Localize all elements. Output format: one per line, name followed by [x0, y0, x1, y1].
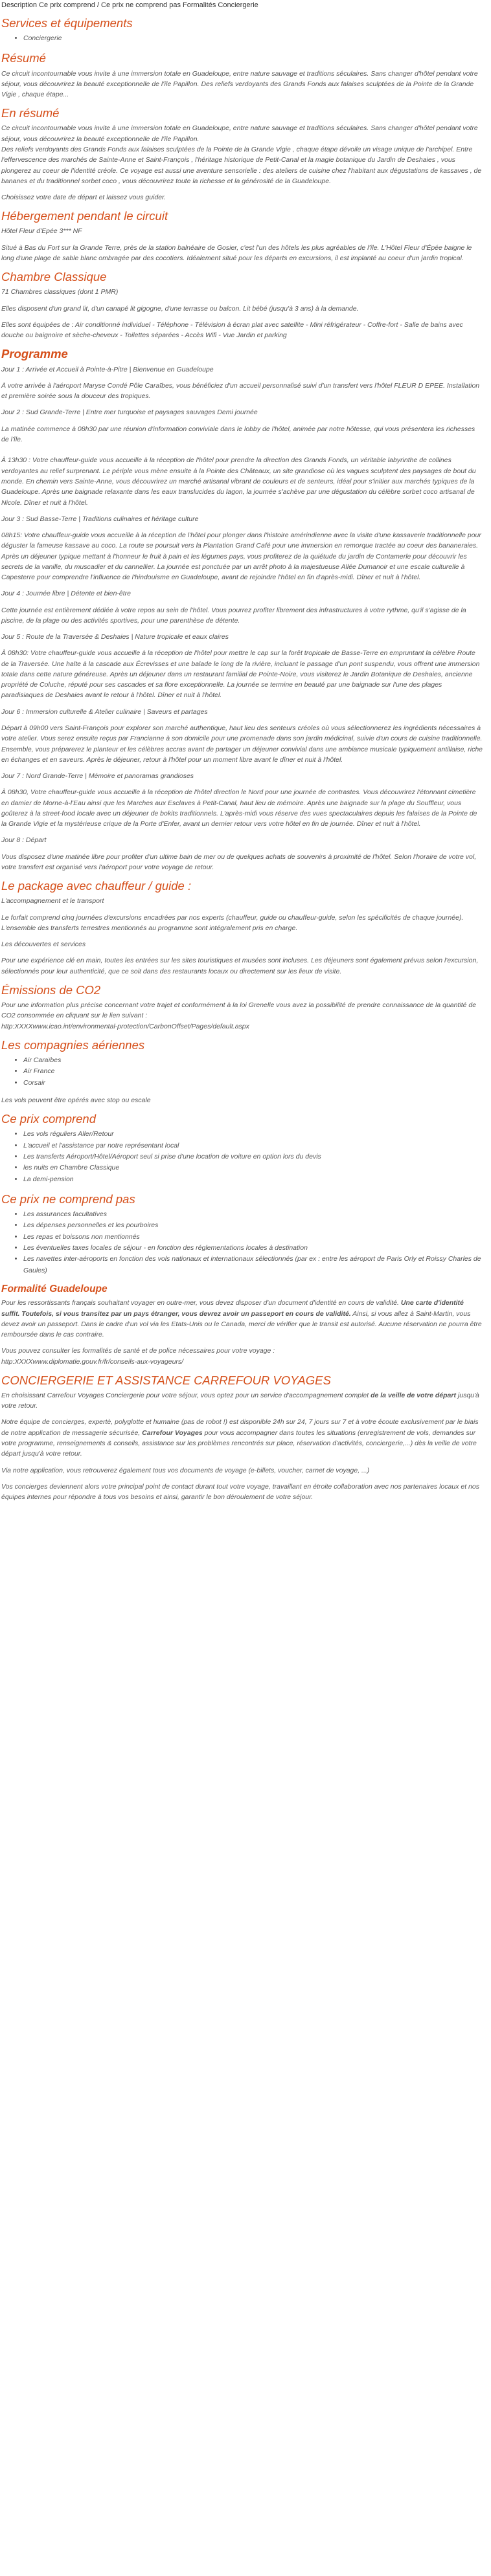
co2-title: Émissions de CO2	[1, 983, 101, 997]
day-text: À 08h30: Votre chauffeur-guide vous accueille à la réception de l'hôtel pour mettre le cap sur la forêt tropicale de Basse-Terre en empruntant la célèbre Route de la Traversée. Une halte à la cascade aux Écrevisses et une balade le long de la rivière, incluant le passage d'un pont suspendu, vous offrent une immersion totale dans cette nature généreuse. Après un déjeuner dans un restaurant familial de Pointe-Noire, vous visiterez le Jardin Botanique de Deshaies, ancienne propriété de Coluche, réputé pour ses cascades et sa flore exceptionnelle. La journée se termine en beauté par une baignade sur l'une des plages paradisiaques de Deshaies avant le retour à l'hôtel. Dîner et nuit à l'hôtel.	[1, 649, 480, 700]
list-item: • Les transferts Aéroport/Hôtel/Aéroport seul si prise d'une location de voiture en option lors du devis	[23, 1151, 483, 1162]
chambre-paragraph: Elles sont équipées de : Air conditionné individuel - Téléphone - Télévision à écran plat avec satellite - Mini réfrigérateur - Coffre-fort - Salle de bains avec douche ou baignoire et sèche-cheveux - Toilettes séparées - Accès Wifi - Vue Jardin et parking	[1, 320, 463, 340]
excludes-list	[1, 1209, 483, 1276]
day-title: Jour 8 : Départ	[1, 836, 47, 845]
list-item: • Les navettes inter-aéroports en fonction des vols nationaux et internationaux sélectionnés (par ex : entre les aéroport de Paris Orly et Roissy Charles de Gaules)	[23, 1254, 483, 1276]
chambre-title: Chambre Classique	[1, 270, 107, 284]
package-paragraph: Pour une expérience clé en main, toutes les entrées sur les sites touristiques et musées sont incluses. Les déjeuners sont également prévus selon l'excursion, sélectionnés pour leur authenticité, que ce soit dans des restaurants locaux ou directement sur les lieux de visite.	[1, 957, 479, 975]
conciergerie-text: pour vous accompagner dans toutes les situations (enregistrement de vols, demandes sur votre programme, renseignements & conseils, assistance sur les problèmes rencontrés sur place, réservation d'activités, conciergerie,...) dès la veille de votre départ jusqu'à votre retour.	[1, 1428, 477, 1458]
package-title: Le package avec chauffeur / guide :	[1, 879, 192, 893]
list-item: • La demi-pension	[23, 1174, 483, 1185]
en-resume-paragraph: Des reliefs verdoyants des Grands Fonds aux falaises sculptées de la Pointe de la Grande Vigie , chaque étape dévoile un visage unique de l'archipel. Entre l'effervescence des marchés de Sainte-Anne et Saint-François , l'héritage historique de Petit-Canal et la magie botanique du Jardin de Deshaies , vous plongerez au coeur de l'identité créole. Ce voyage est aussi une aventure sensorielle : des ateliers de cuisine chez l'habitant aux dégustations de kassaves , de bananes et du traditionnel sorbet coco , vous découvrirez toute la richesse et la générosité de la Guadeloupe.	[1, 146, 482, 185]
airlines-title: Les compagnies aériennes	[1, 1038, 145, 1052]
day-2	[1, 407, 483, 507]
day-text: Vous disposez d'une matinée libre pour profiter d'un ultime bain de mer ou de quelques achats de souvenirs à proximité de l'hôtel. Selon l'horaire de votre vol, votre transfert est organisé vers l'aéroport pour votre voyage de retour.	[1, 852, 477, 871]
formalites-paragraph	[1, 1298, 483, 1340]
list-item: • Les repas et boissons non mentionnés	[23, 1232, 483, 1243]
conciergerie-paragraph: Vos concierges deviennent alors votre principal point de contact durant tout votre voyage, travaillant en étroite collaboration avec nos partenaires locaux et nos équipes internes pour répondre à tous vos besoins et ainsi, garantir le bon déroulement de votre séjour.	[1, 1482, 479, 1502]
formalites-emphasis: Une carte d'identité suffit. Toutefois, si vous transitez par un pays étranger, vous devrez avoir un passeport en cours de validité.	[1, 1299, 464, 1318]
day-title: Jour 1 : Arrivée et Accueil à Pointe-à-Pitre | Bienvenue en Guadeloupe	[1, 365, 214, 373]
chambre-subtitle: 71 Chambres classiques (dont 1 PMR)	[1, 288, 119, 296]
package-subheading: Les découvertes et services	[1, 940, 86, 949]
chambre-paragraph: Elles disposent d'un grand lit, d'un canapé lit gigogne, d'une terrasse ou balcon. Lit bébé (jusqu'à 3 ans) à la demande.	[1, 304, 359, 313]
co2-section	[1, 983, 483, 1032]
day-3	[1, 514, 483, 583]
list-item: • Air France	[23, 1066, 483, 1077]
formalites-paragraph: Vous pouvez consulter les formalités de santé et de police nécessaires pour votre voyage :	[1, 1347, 275, 1355]
day-5	[1, 632, 483, 701]
package-paragraph: Le forfait comprend cinq journées d'excursions encadrées par nos experts (chauffeur, guide ou chauffeur-guide, selon les spécificités de chaque journée). L'ensemble des transferts terrestres mentionnés au programme sont intégralement pris en charge.	[1, 913, 464, 932]
list-item: • Corsair	[23, 1078, 483, 1089]
conciergerie-emphasis: Carrefour Voyages	[142, 1428, 203, 1437]
conciergerie-text: En choisissant Carrefour Voyages Conciergerie pour votre séjour, vous optez pour un service d'accompagnement complet	[1, 1391, 371, 1399]
airlines-list	[1, 1055, 483, 1089]
list-item: • Les dépenses personnelles et les pourboires	[23, 1220, 483, 1231]
hotel-description: Situé à Bas du Fort sur la Grande Terre, près de la station balnéaire de Gosier, c'est l'un des hôtels les plus agréables de l'île. L'Hôtel Fleur d'Épée baigne le long d'une plage de sable blanc ombragée par des cocotiers. Idéalement situé pour les départs en excursions, il est implanté au coeur d'un jardin tropical.	[1, 243, 472, 262]
list-item: • les nuits en Chambre Classique	[23, 1162, 483, 1173]
list-item: • Conciergerie	[23, 33, 483, 44]
day-text: À votre arrivée à l'aéroport Maryse Condé Pôle Caraïbes, vous bénéficiez d'un accueil personnalisé suivi d'un transfert vers l'hôtel FLEUR D EPEE. Installation et première soirée sous la douceur des tropiques.	[1, 381, 480, 401]
hotel-name: Hôtel Fleur d'Epée 3*** NF	[1, 227, 82, 236]
en-resume-title: En résumé	[1, 106, 60, 120]
services-list	[1, 33, 483, 44]
includes-list	[1, 1129, 483, 1185]
conciergerie-paragraph: Via notre application, vous retrouverez également tous vos documents de voyage (e-billets, voucher, carnet de voyage, ...)	[1, 1466, 370, 1474]
day-title: Jour 7 : Nord Grande-Terre | Mémoire et panoramas grandioses	[1, 772, 194, 781]
day-text: À 08h30, Votre chauffeur-guide vous accueille à la réception de l'hôtel direction le Nord pour une journée de contrastes. Vous découvrirez l'étonnant cimetière en damier de Morne-à-l'Eau ainsi que les Marches aux Esclaves à Petit-Canal, haut lieu de mémoire. Après une baignade sur la plage du Souffleur, vous goûterez à la street-food locale avec un déjeuner de bokits traditionnels. L'après-midi vous réserve des vues spectaculaires depuis les falaises de la Pointe de la Grande Vigie et la mystérieuse crique de la Porte d'Enfer, avant un dernier retour vers votre hôtel en fin de journée. Dîner et nuit à l'hôtel.	[1, 788, 477, 828]
co2-text: Pour une information plus précise concernant votre trajet et conformément à la loi Grenelle vous avez la possibilité de prendre connaissance de la quantité de CO2 consommée en cliquant sur le lien suivant :	[1, 1001, 477, 1020]
day-6	[1, 707, 483, 765]
day-text: Cette journée est entièrement dédiée à votre repos au sein de l'hôtel. Vous pourrez profiter librement des infrastructures à votre rythme, qu'il s'agisse de la piscine, de la plage ou des activités sportives, pour une parenthèse de détente.	[1, 606, 466, 625]
day-7	[1, 771, 483, 829]
chambre-section	[1, 269, 483, 340]
includes-section	[1, 1111, 483, 1185]
breadcrumb: Description Ce prix comprend / Ce prix ne comprend pas Formalités Conciergerie	[1, 1, 258, 9]
day-title: Jour 6 : Immersion culturelle & Atelier culinaire | Saveurs et partages	[1, 707, 208, 716]
formalites-link[interactable]: http:XXXXwww.diplomatie.gouv.fr/fr/conseils-aux-voyageurs/	[1, 1357, 184, 1366]
formalites-title: Formalité Guadeloupe	[1, 1283, 108, 1294]
conciergerie-section	[1, 1373, 483, 1503]
programme-section	[1, 346, 483, 872]
formalites-section	[1, 1283, 483, 1367]
resume-section	[1, 50, 483, 100]
day-title: Jour 2 : Sud Grande-Terre | Entre mer turquoise et paysages sauvages Demi journée	[1, 408, 258, 417]
conciergerie-title: CONCIERGERIE ET ASSISTANCE CARREFOUR VOYAGES	[1, 1373, 331, 1387]
day-title: Jour 4 : Journée libre | Détente et bien-être	[1, 590, 131, 598]
airlines-note: Les vols peuvent être opérés avec stop ou escale	[1, 1096, 151, 1104]
excludes-title: Ce prix ne comprend pas	[1, 1192, 135, 1206]
services-title: Services et équipements	[1, 16, 133, 30]
day-title: Jour 5 : Route de la Traversée & Deshaies | Nature tropicale et eaux claires	[1, 633, 229, 641]
conciergerie-emphasis: de la veille de votre départ	[371, 1391, 456, 1399]
en-resume-section	[1, 105, 483, 203]
day-1	[1, 364, 483, 402]
conciergerie-text: jusqu'à votre retour.	[1, 1391, 479, 1410]
excludes-section	[1, 1192, 483, 1276]
list-item: • Les éventuelles taxes locales de séjour - en fonction des réglementations locales à destination	[23, 1243, 483, 1254]
resume-title: Résumé	[1, 51, 46, 65]
includes-title: Ce prix comprend	[1, 1112, 97, 1126]
co2-link[interactable]: http:XXXXwww.icao.int/environmental-protection/CarbonOffset/Pages/default.aspx	[1, 1022, 249, 1030]
list-item: • Les assurances facultatives	[23, 1209, 483, 1220]
airlines-section	[1, 1038, 483, 1105]
day-title: Jour 3 : Sud Basse-Terre | Traditions culinaires et héritage culture	[1, 515, 199, 523]
conciergerie-text: Notre équipe de concierges, expertè, polyglotte et humaine (pas de robot !) est disponible 24h sur 24, 7 jours sur 7 et à votre écoute exclusivement par le biais de notre application de messagerie sécurisée,	[1, 1418, 479, 1437]
package-subtitle: L'accompagnement et le transport	[1, 897, 104, 905]
services-section	[1, 16, 483, 44]
formalites-text: Ainsi, si vous allez à Saint-Martin, vous devez avoir un passeport. Dans le cadre d'un vol via les Etats-Unis ou le Canada, merci de vérifier que le transit est autorisé. Aucune réservation ne pourra être remboursée dans le cas contraire.	[1, 1309, 482, 1339]
day-text: Départ à 09h00 vers Saint-François pour explorer son marché authentique, haut lieu des senteurs créoles où vous sélectionnerez les ingrédients nécessaires à votre atelier. Vous serez ensuite reçus par Francianne à son domicile pour une promenade dans son jardin médicinal, suivie d'un cours de cuisine traditionnelle. Ensemble, vous préparerez le planteur et les célèbres accras avant de partager un déjeuner convivial dans une ambiance musicale typiquement antillaise, riche en échanges et en saveurs. Après le déjeuner, retour à l'hôtel pour un moment libre avant le dîner et nuit à l'hôtel.	[1, 724, 483, 764]
conciergerie-paragraph	[1, 1417, 483, 1459]
list-item: • Les vols réguliers Aller/Retour	[23, 1129, 483, 1140]
day-4	[1, 588, 483, 626]
hebergement-section	[1, 208, 483, 263]
hebergement-title: Hébergement pendant le circuit	[1, 209, 168, 223]
conciergerie-paragraph	[1, 1390, 483, 1412]
package-section	[1, 878, 483, 977]
list-item: • L'accueil et l'assistance par notre représentant local	[23, 1140, 483, 1151]
resume-text: Ce circuit incontournable vous invite à une immersion totale en Guadeloupe, entre nature sauvage et traditions séculaires. Sans changer d'hôtel pendant votre séjour, vous découvrirez la beauté exceptionnelle de l'île Papillon. Des reliefs verdoyants des Grands Fonds aux falaises sculptées de la Pointe de la Grande Vigie , chaque étape...	[1, 69, 478, 99]
programme-title: Programme	[1, 347, 68, 361]
formalites-text: Pour les ressortissants français souhaitant voyager en outre-mer, vous devez disposer d'un document d'identité en cours de validité.	[1, 1299, 401, 1307]
en-resume-paragraph: Choisissez votre date de départ et laissez vous guider.	[1, 194, 166, 202]
day-text: La matinée commence à 08h30 par une réunion d'information conviviale dans le lobby de l'hôtel, animée par notre hôtesse, qui vous présentera les richesses de l'île. À 13h30 : Votre chauffeur-guide vous accueille à la réception de l'hôtel pour prendre la direction des Grands Fonds, un véritable labyrinthe de collines verdoyantes au relief surprenant. Le périple vous mène ensuite à la Pointe des Châteaux, un site grandiose où les vagues sculptent des paysages de bout du monde. En chemin vers Sainte-Anne, vous découvrirez un marché artisanal vibrant de couleurs et de senteurs, idéal pour s'initier aux marchés typiques de la Guadeloupe. Après une baignade relaxante dans les eaux translucides du lagon, la journée s'achève par une dégustation du célèbre sorbet coco artisanal de Nicole. Dîner et nuit à l'hôtel.	[1, 425, 476, 507]
day-text: 08h15: Votre chauffeur-guide vous accueille à la réception de l'hôtel pour plonger dans l'histoire amérindienne avec la visite d'une kassaverie traditionnelle pour déguster la fameuse kassave au coco. La route se poursuit vers la Plantation Grand Café pour une immersion en remorque tractée au coeur des bananeraies. Après un déjeuner typique mettant à l'honneur le fruit à pain et les légumes pays, vous profiterez de la quiétude du jardin de Contamerle pour découvrir les secrets de la vanille, du muscadier et du cannellier. La journée est ponctuée par un arrêt photo à la majestueuse Allée Dumanoir et une escale culturelle à Capesterre pour comprendre l'influence de l'hindouisme en Guadeloupe, avant de rejoindre l'hôtel en fin d'après-midi. Dîner et nuit à l'hôtel.	[1, 531, 481, 582]
day-8	[1, 835, 483, 872]
list-item: • Air Caraïbes	[23, 1055, 483, 1066]
en-resume-paragraph: Ce circuit incontournable vous invite à une immersion totale en Guadeloupe, entre nature sauvage et traditions séculaires. Sans changer d'hôtel pendant votre séjour, vous découvrirez la beauté exceptionnelle de l'île Papillon.	[1, 124, 478, 143]
